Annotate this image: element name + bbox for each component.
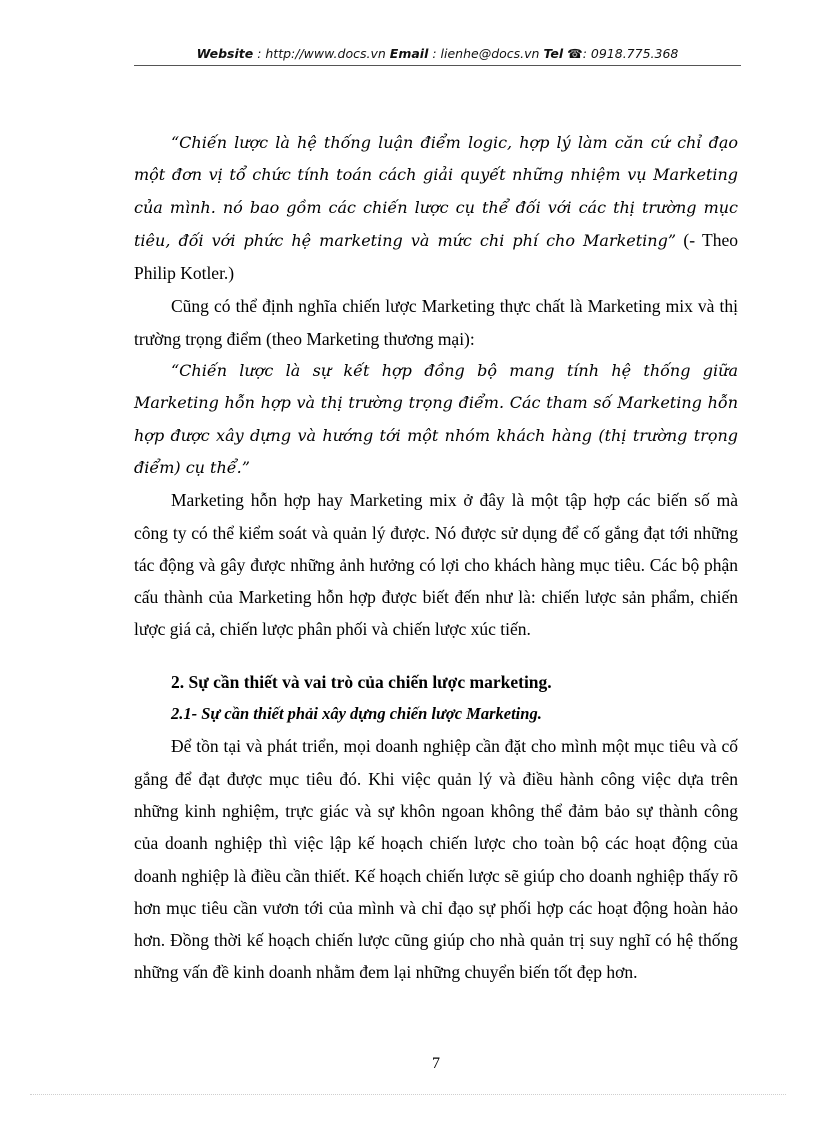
page-number: 7	[432, 1055, 440, 1072]
email-value: : lienhe@docs.vn	[432, 46, 540, 61]
document-body	[134, 127, 738, 989]
section-heading-2: 2. Sự cần thiết và vai trò của chiến lược marketing.	[171, 671, 552, 692]
paragraph-marketing-mix: Marketing hỗn hợp hay Marketing mix ở đây là một tập hợp các biến số mà công ty có thể kiểm soát và quản lý được. Nó được sử dụng để cố gắng đạt tới những tác động và gây được những ảnh hưởng có lợi cho khách hàng mục tiêu. Các bộ phận cấu thành của Marketing hỗn hợp được biết đến như là: chiến lược sản phẩm, chiến lược giá cả, chiến lược phân phối và chiến lược xúc tiến.	[134, 490, 738, 640]
phone-icon: ☎	[567, 46, 583, 61]
subsection-heading-2-1: 2.1- Sự cần thiết phải xây dựng chiến lược Marketing.	[171, 704, 542, 724]
tel-label: Tel	[543, 46, 564, 61]
quote-kotler-text: “Chiến lược là hệ thống luận điểm logic, hợp lý làm căn cứ chỉ đạo một đơn vị tổ chức tính toán cách giải quyết những nhiệm vụ Marketing của mình. nó bao gồm các chiến lược cụ thể đối với các thị trường mục tiêu, đối với phức hệ marketing và mức chi phí cho Marketing”	[134, 133, 738, 250]
footer-divider	[30, 1094, 786, 1095]
website-value: : http://www.docs.vn	[257, 46, 386, 61]
website-label: Website	[196, 46, 254, 61]
quote-kotler-source: (- Theo Philip Kotler.)	[134, 229, 738, 284]
email-label: Email	[389, 46, 429, 61]
page-header	[134, 46, 741, 61]
tel-value: : 0918.775.368	[582, 46, 679, 61]
paragraph-necessity: Để tồn tại và phát triển, mọi doanh nghiệp cần đặt cho mình một mục tiêu và cố gắng để đạt được mục tiêu đó. Khi việc quản lý và điều hành công việc dựa trên những kinh nghiệm, trực giác và sự khôn ngoan không thể đảm bảo sự thành công của doanh nghiệp thì việc lập kế hoạch chiến lược cho toàn bộ các hoạt động của doanh nghiệp là điều cần thiết. Kế hoạch chiến lược sẽ giúp cho doanh nghiệp thấy rõ hơn mục tiêu cần vươn tới của mình và chỉ đạo sự phối hợp các hoạt động hoàn hảo hơn. Đồng thời kế hoạch chiến lược cũng giúp cho nhà quản trị suy nghĩ có hệ thống những vấn đề kinh doanh nhằm đem lại những chuyển biến tốt đẹp hơn.	[134, 736, 738, 983]
quote-kotler	[134, 127, 738, 290]
paragraph-definition: Cũng có thể định nghĩa chiến lược Marketing thực chất là Marketing mix và thị trường trọng điểm (theo Marketing thương mại):	[134, 296, 738, 349]
quote-marketing-mix: “Chiến lược là sự kết hợp đồng bộ mang tính hệ thống giữa Marketing hỗn hợp và thị trường trọng điểm. Các tham số Marketing hỗn hợp được xây dựng và hướng tới một nhóm khách hàng (thị trường trọng điểm) cụ thể.”	[134, 361, 738, 477]
header-divider	[134, 65, 741, 66]
